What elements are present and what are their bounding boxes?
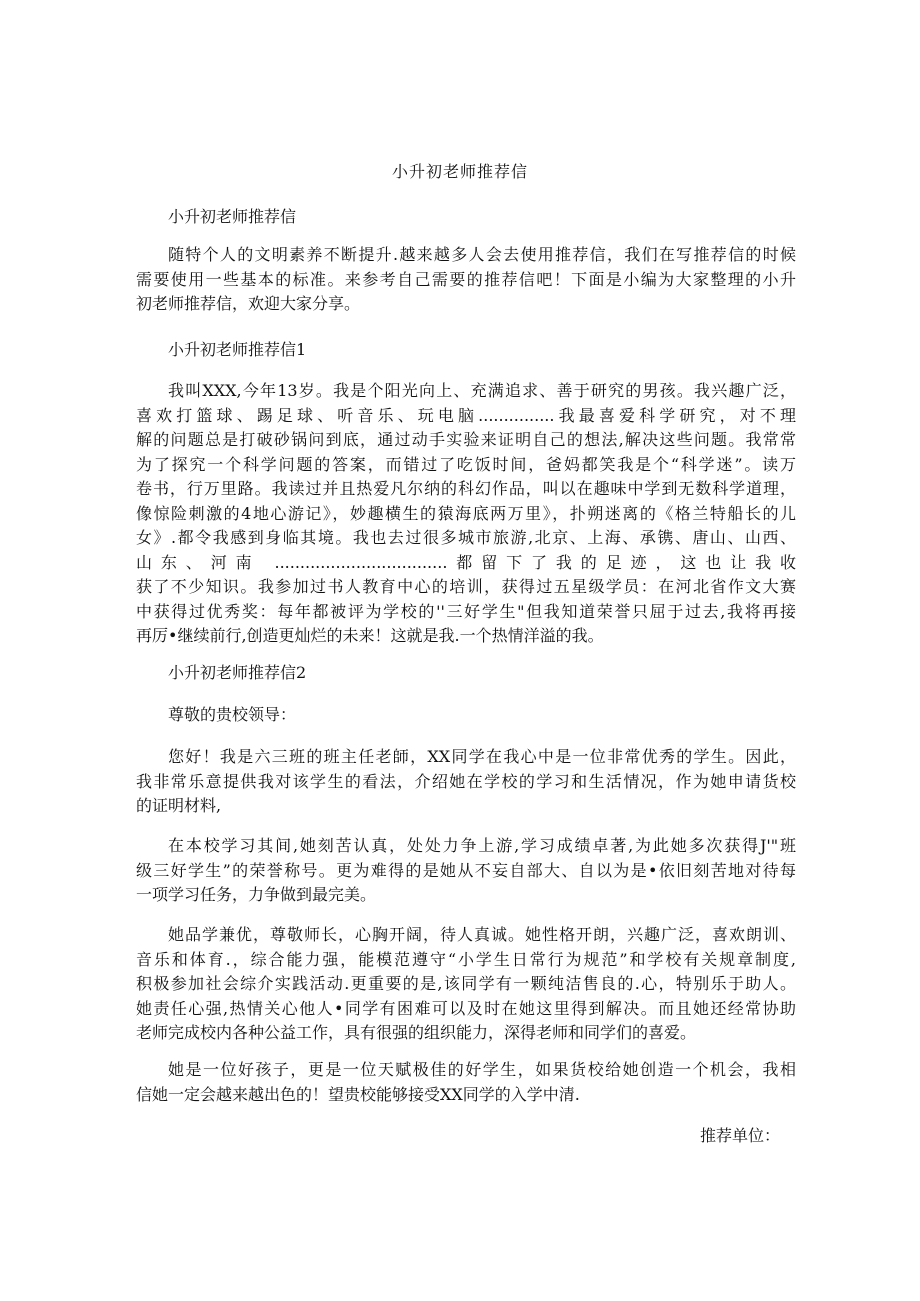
text-line: 卷书，行万里路。我读过并且热爱凡尔纳的科幻作品，叫以在趣味中学到无数科学道理， [136,479,796,498]
section2-paragraph-2 [136,834,796,908]
text-line: 她责任心强,热情关心他人•同学有困难可以及时在她这里得到解决。而且她还经常协助 [136,998,796,1018]
text-line: 随特个人的文明素养不断提升.越来越多人会去使用推荐信，我们在写推荐信的时候 [168,245,796,264]
text-line: 获了不少知识。我参加过书人教育中心的培训，获得过五星级学员：在河北省作文大赛 [136,577,796,596]
text-line: 喜欢打篮球、踢足球、听音乐、玩电脑...............我最喜爱科学研究，对不理 [136,405,796,425]
text-line: 音乐和体育.，综合能力强，能模范遵守“小学生日常行为规范”和学校有关规章制度, [136,949,796,969]
text-line: 再厉•继续前行,创造更灿烂的未来！这就是我.一个热情洋溢的我。 [136,626,604,645]
text-line: 级三好学生”的荣誉称号。更为难得的是她从不妄自部大、自以为是•依旧刻苦地对待每 [136,860,796,880]
page-title: 小升初老师推荐信 [391,162,528,181]
salutation-line: 尊敬的贵校领导： [168,705,297,724]
section1-body [136,379,796,649]
text-line: 需要使用一些基本的标准。来参考自己需要的推荐信吧！下面是小编为大家整理的小升 [136,269,796,289]
section2-paragraph-1 [136,745,796,819]
text-line: 中获得过优秀奖：每年都被评为学校的''三好学生"但我知道荣誉只屈于过去,我将再接 [136,601,796,621]
text-line: 解的问题总是打破砂锅问到底，通过动手实验来证明自己的想法,解决这些问题。我常常 [136,430,796,449]
subtitle-line: 小升初老师推荐信 [168,207,297,226]
text-line: 的证明材料, [136,796,222,815]
text-line: 一项学习任务，力争做到最完美。 [136,885,377,904]
salutation [136,703,796,728]
heading-line: 小升初老师推荐信1 [168,340,307,359]
text-line: 山东、河南 ..................................都留下了我的足迹，这也让我收 [136,552,796,572]
signature-label: 推荐单位： [699,1126,780,1145]
text-line: 初老师推荐信，欢迎大家分享。 [136,294,361,313]
text-line: 像惊险刺激的4地心游记》，妙趣横生的猿海底两万里》，扑朔迷离的《格兰特船长的儿 [136,503,796,523]
section2-heading [136,661,796,686]
section2-paragraph-4 [136,1058,796,1107]
intro-paragraph [136,243,796,317]
text-line: 为了探究一个科学问题的答案，而错过了吃饭时间，爸妈都笑我是个“科学迷”。读万 [136,454,796,474]
text-line: 女》.都令我感到身临其境。我也去过很多城市旅游,北京、上海、承镌、唐山、山西、 [136,528,796,547]
text-line: 她是一位好孩子，更是一位天赋极佳的好学生，如果货校给她创造一个机会，我相 [168,1060,796,1079]
text-line: 我叫XXX,今年13岁。我是个阳光向上、充满追求、善于研究的男孩。我兴趣广泛， [168,381,796,400]
section1-heading [136,338,796,363]
text-line: 老师完成校内各种公益工作，具有很强的组织能力，深得老师和同学们的喜爱。 [136,1023,697,1042]
section2-paragraph-3 [136,923,796,1046]
text-line: 在本校学习其间,她刻苦认真，处处力争上游,学习成绩卓著,为此她多次获得J'"班 [168,836,796,855]
text-line: 她品学兼优，尊敬师长，心胸开阔，待人真诚。她性格开朗，兴趣广泛，喜欢朗训、 [168,925,796,944]
text-line: 我非常乐意提供我对该学生的看法，介绍她在学校的学习和生活情况，作为她申请货校 [136,771,796,791]
text-line: 积极参加社会综介实践活动.更重要的是,该同学有一颗纯洁售良的.心，特别乐于助人。 [136,974,796,993]
text-line: 信她一定会越来越出色的！望贵校能够接受XX同学的入学中清. [136,1084,580,1104]
text-line: 您好！我是六三班的班主任老師，XX同学在我心中是一位非常优秀的学生。因此， [168,747,796,766]
heading-line: 小升初老师推荐信2 [168,663,307,682]
subtitle [136,205,796,230]
